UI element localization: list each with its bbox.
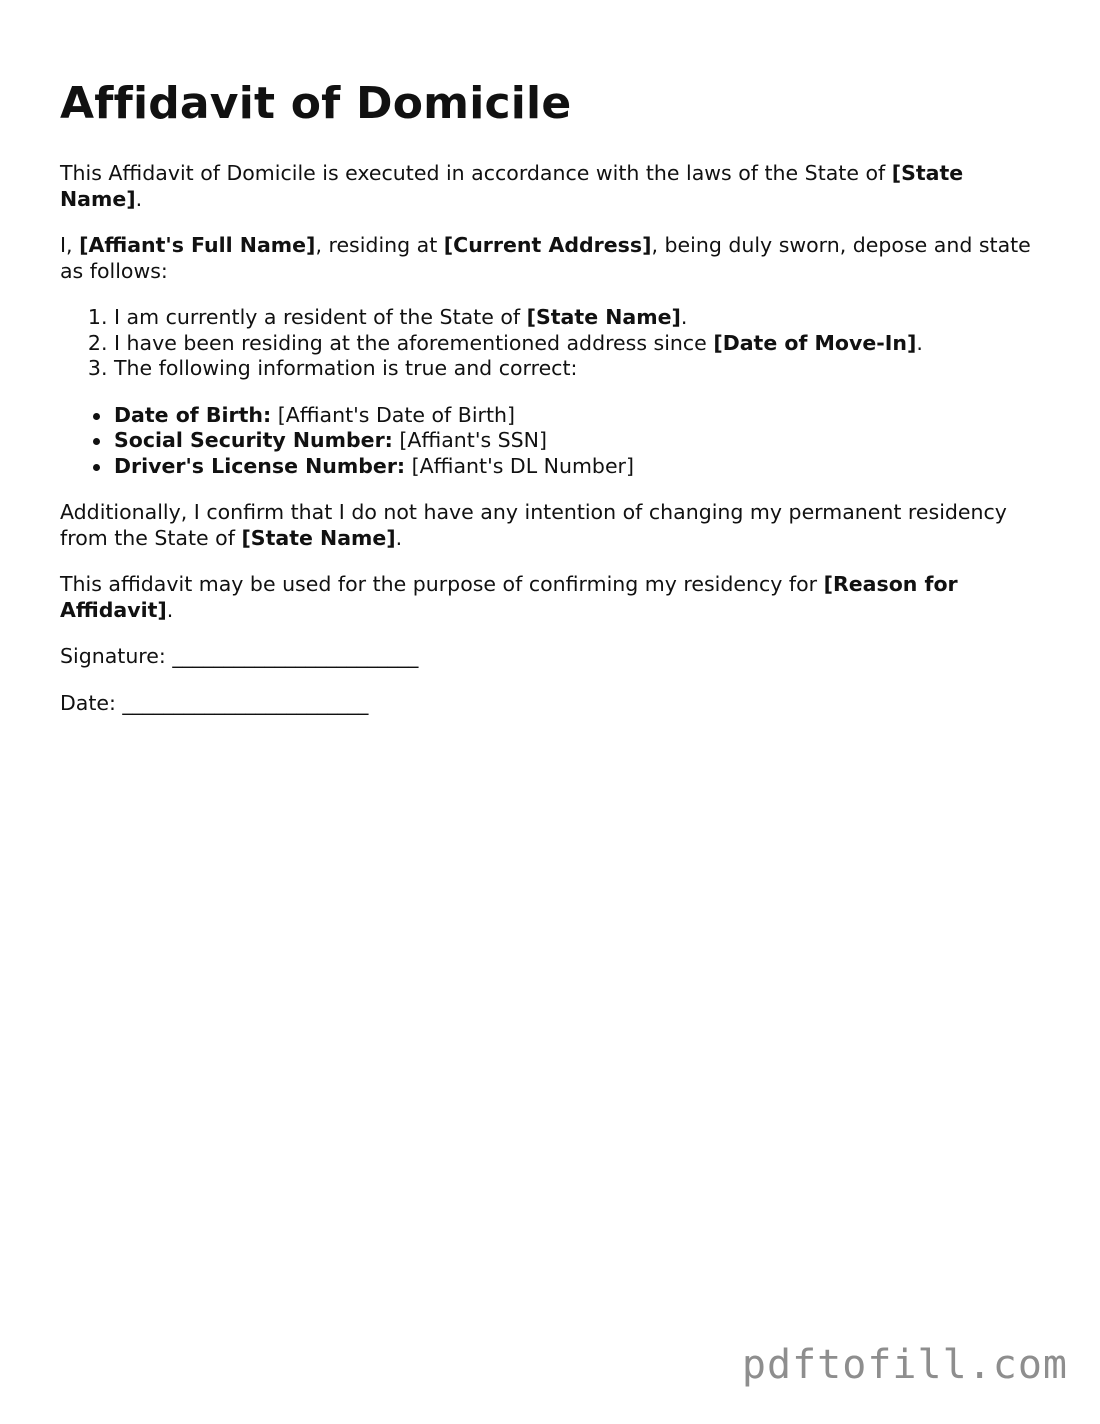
affiant-name-placeholder: [Affiant's Full Name]	[79, 233, 316, 257]
affiant-middle: , residing at	[315, 233, 444, 257]
intro-state-placeholder: [State Name]	[60, 161, 964, 211]
purpose-reason-placeholder: [Reason for Affidavit]	[60, 572, 958, 622]
numbered-statements	[60, 305, 1040, 382]
list-item-period: .	[916, 330, 923, 355]
affiant-prefix: I,	[60, 233, 80, 257]
list-item-text: The following information is true and correct:	[114, 356, 578, 380]
affiant-address-placeholder: [Current Address]	[443, 233, 652, 257]
list-item-text: I am currently a resident of the State of	[114, 305, 527, 329]
bullet-value: [Affiant's SSN]	[392, 428, 548, 452]
document-title: Affidavit of Domicile	[60, 78, 572, 129]
purpose-period: .	[166, 597, 174, 622]
additional-state-placeholder: [State Name]	[241, 525, 396, 550]
personal-info-list	[60, 403, 1040, 480]
watermark: pdftofill.com	[741, 1342, 1068, 1388]
additional-paragraph	[60, 500, 1040, 551]
document-page	[60, 0, 1040, 716]
signature-line: Signature: ________________________	[60, 644, 419, 668]
bullet-value: [Affiant's Date of Birth]	[271, 402, 515, 427]
date-line: Date: ________________________	[60, 690, 369, 715]
additional-period: .	[395, 525, 403, 550]
bullet-value: [Affiant's DL Number]	[405, 453, 634, 478]
list-item-period: .	[680, 305, 688, 329]
list-item	[114, 428, 1040, 454]
list-item-placeholder: [State Name]	[526, 305, 681, 329]
intro-text: This Affidavit of Domicile is executed in accordance with the laws of the State of	[60, 161, 892, 185]
bullet-label: Driver's License Number:	[114, 453, 406, 478]
bullet-label: Social Security Number:	[114, 428, 393, 452]
list-item	[114, 305, 1040, 331]
list-item-placeholder: [Date of Move-In]	[713, 330, 917, 355]
intro-paragraph	[60, 161, 1040, 212]
purpose-text: This affidavit may be used for the purpose of confirming my residency for	[60, 572, 824, 596]
list-item-text: I have been residing at the aforementioned address since	[114, 330, 714, 355]
list-item	[114, 454, 1040, 480]
list-item	[114, 331, 1040, 357]
intro-period: .	[135, 186, 143, 211]
list-item	[114, 356, 1040, 382]
purpose-paragraph	[60, 572, 1040, 623]
affiant-suffix: , being duly sworn, depose and state as follows:	[60, 233, 1031, 283]
affiant-statement	[60, 233, 1040, 284]
additional-text: Additionally, I confirm that I do not have any intention of changing my permanent residency from the State of	[60, 500, 1007, 550]
bullet-label: Date of Birth:	[114, 402, 272, 427]
list-item	[114, 403, 1040, 429]
